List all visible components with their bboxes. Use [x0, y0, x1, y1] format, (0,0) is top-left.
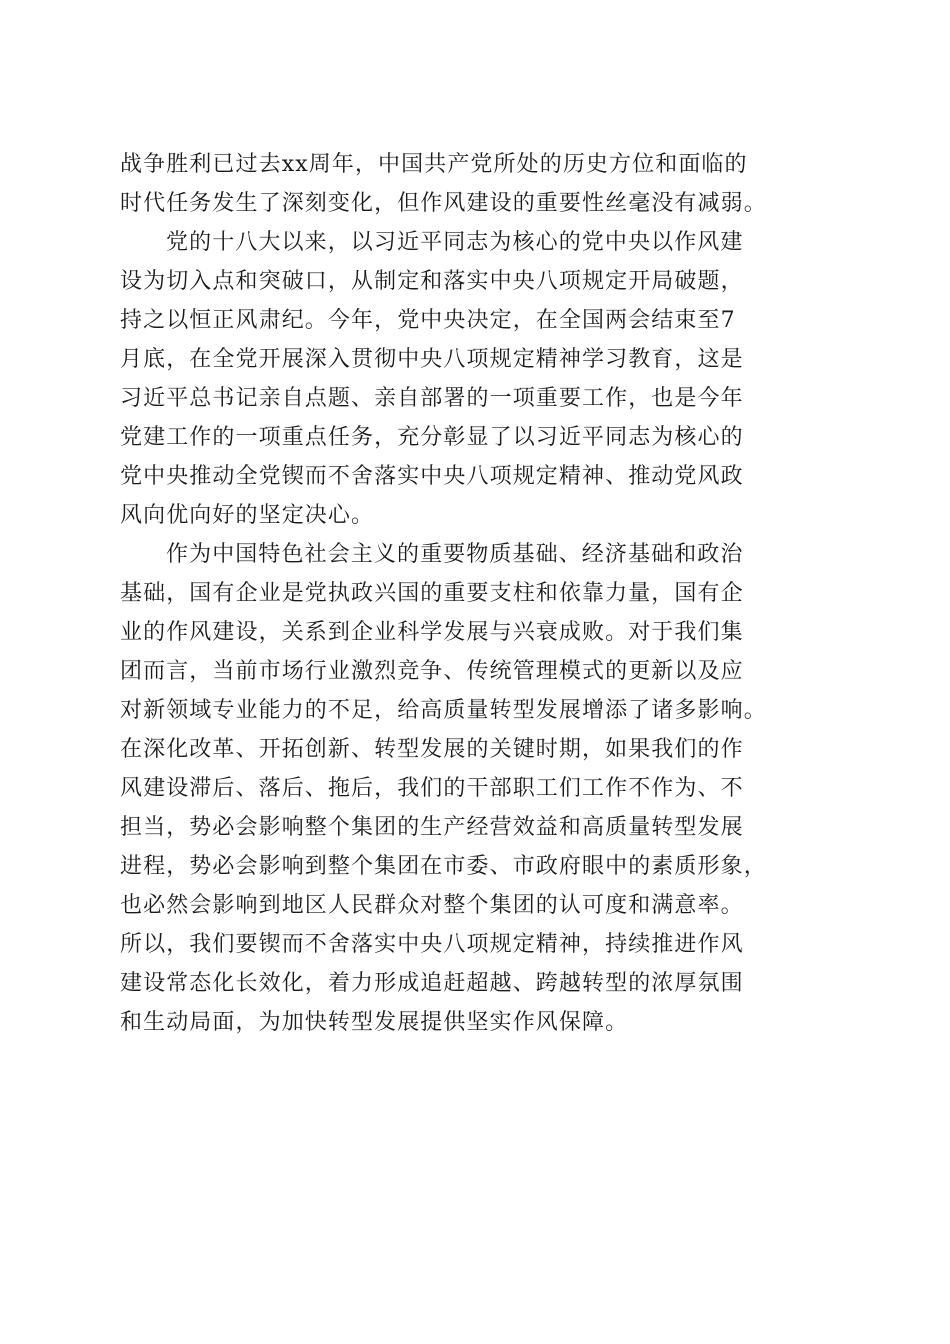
text-line: 党建工作的一项重点任务，充分彰显了以习近平同志为核心的: [120, 425, 744, 450]
text-line: 风向优向好的坚定决心。: [120, 503, 375, 528]
text-line: 进程，势必会影响到整个集团在市委、市政府眼中的素质形象，: [120, 854, 767, 879]
text-line: 对新领域专业能力的不足，给高质量转型发展增添了诸多影响。: [120, 698, 767, 723]
body-text: [120, 145, 840, 1042]
text-line: 也必然会影响到地区人民群众对整个集团的认可度和满意率。: [120, 893, 744, 918]
text-line: 习近平总书记亲自点题、亲自部署的一项重要工作，也是今年: [120, 386, 744, 411]
text-line: 所以，我们要锲而不舍落实中央八项规定精神，持续推进作风: [120, 932, 744, 957]
text-line: 和生动局面，为加快转型发展提供坚实作风保障。: [120, 1010, 629, 1035]
text-line: 设为切入点和突破口，从制定和落实中央八项规定开局破题，: [120, 269, 744, 294]
text-line: 党中央推动全党锲而不舍落实中央八项规定精神、推动党风政: [120, 464, 744, 489]
text-line: 在深化改革、开拓创新、转型发展的关键时期，如果我们的作: [120, 737, 744, 762]
text-line: 基础，国有企业是党执政兴国的重要支柱和依靠力量，国有企: [120, 581, 744, 606]
text-line: 建设常态化长效化，着力形成追赶超越、跨越转型的浓厚氛围: [120, 971, 744, 996]
text-line: 党的十八大以来，以习近平同志为核心的党中央以作风建: [166, 230, 744, 255]
text-line: 月底，在全党开展深入贯彻中央八项规定精神学习教育，这是: [120, 347, 744, 372]
paragraph-2: [120, 223, 840, 535]
text-line: 作为中国特色社会主义的重要物质基础、经济基础和政治: [166, 542, 744, 567]
text-line: 战争胜利已过去xx周年，中国共产党所处的历史方位和面临的: [120, 152, 748, 177]
paragraph-3: [120, 535, 840, 1042]
paragraph-1: [120, 145, 840, 223]
text-line: 风建设滞后、落后、拖后，我们的干部职工们工作不作为、不: [120, 776, 744, 801]
text-line: 担当，势必会影响整个集团的生产经营效益和高质量转型发展: [120, 815, 744, 840]
text-line: 团而言，当前市场行业激烈竞争、传统管理模式的更新以及应: [120, 659, 744, 684]
text-line: 持之以恒正风肃纪。今年，党中央决定，在全国两会结束至7: [120, 308, 736, 333]
text-line: 业的作风建设，关系到企业科学发展与兴衰成败。对于我们集: [120, 620, 744, 645]
text-line: 时代任务发生了深刻变化，但作风建设的重要性丝毫没有减弱。: [120, 191, 767, 216]
